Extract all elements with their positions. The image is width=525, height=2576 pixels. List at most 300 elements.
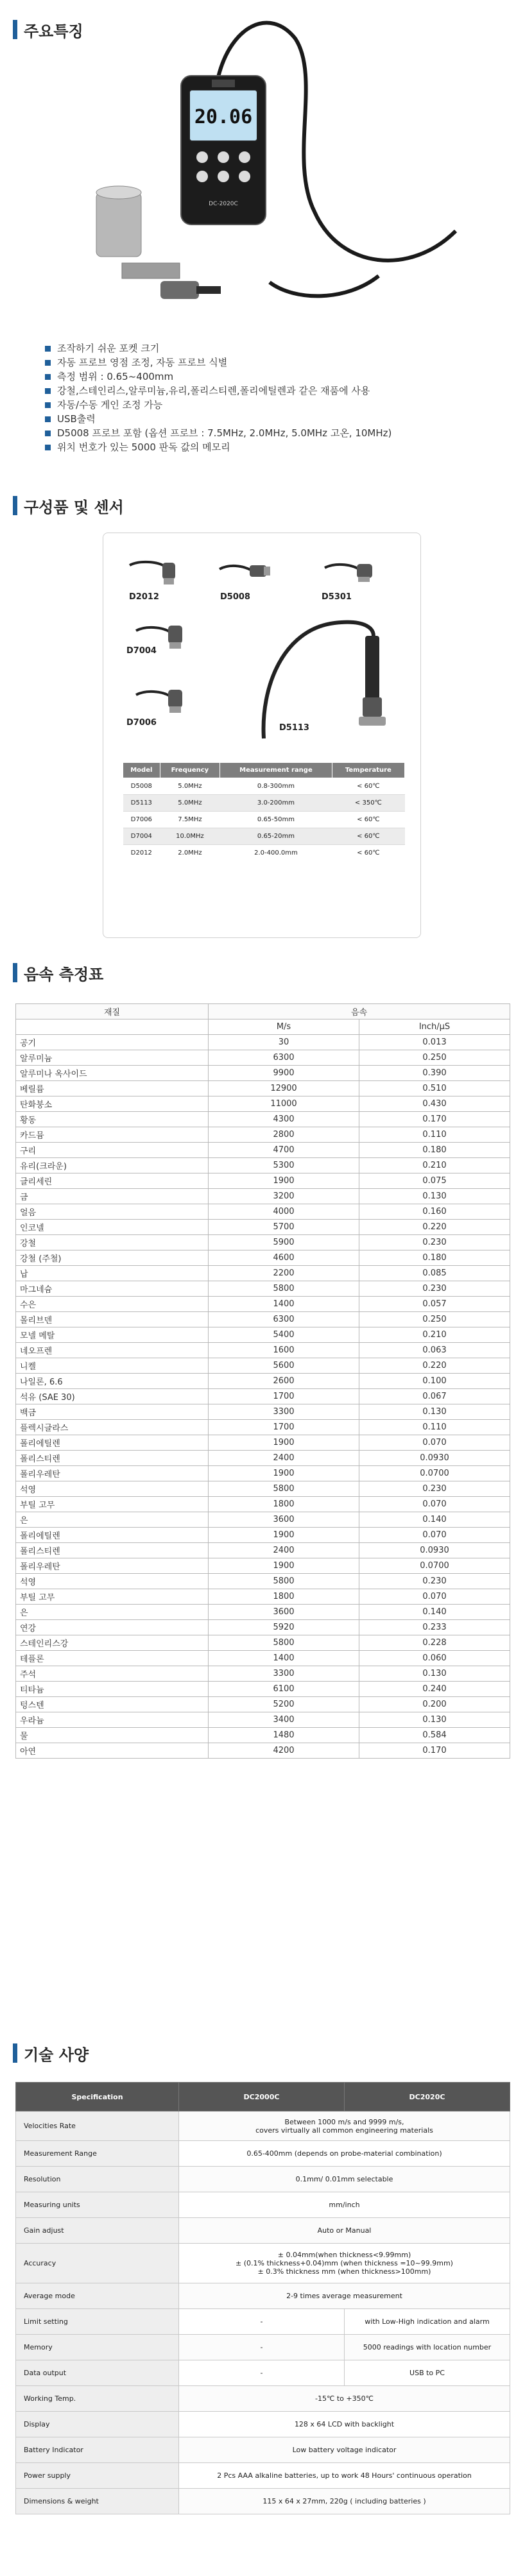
feature-item: 위치 번호가 있는 5000 판독 값의 메모리 [45, 440, 507, 454]
speed-inch-cell: 0.230 [359, 1281, 510, 1297]
speed-ms-cell: 5300 [209, 1158, 359, 1173]
column-header: 음속 [209, 1004, 510, 1019]
table-row [16, 1235, 510, 1250]
speed-ms-cell: 2800 [209, 1127, 359, 1143]
material-cell: 글리세린 [16, 1173, 209, 1189]
spec-value-cell: mm/inch [179, 2192, 510, 2218]
table-cell: < 60℃ [332, 828, 404, 845]
table-row [16, 1127, 510, 1143]
table-cell: < 350℃ [332, 795, 404, 812]
material-cell: 알루미늄 [16, 1050, 209, 1066]
table-row [16, 1697, 510, 1712]
speed-inch-cell: 0.170 [359, 1743, 510, 1759]
spec-label-cell: Measurement Range [16, 2141, 179, 2167]
column-header: DC2000C [179, 2083, 345, 2111]
column-header: Temperature [332, 763, 404, 778]
speed-ms-cell: 5800 [209, 1481, 359, 1497]
spec-label-cell: Battery Indicator [16, 2437, 179, 2463]
material-cell: 물 [16, 1728, 209, 1743]
speed-inch-cell: 0.085 [359, 1266, 510, 1281]
material-cell: 백금 [16, 1404, 209, 1420]
bullet-icon [45, 374, 51, 380]
table-row [16, 2360, 510, 2386]
speed-ms-cell: 1900 [209, 1466, 359, 1481]
spec-value-cell: - [179, 2309, 345, 2335]
table-row [16, 1435, 510, 1451]
material-cell: 네오프렌 [16, 1343, 209, 1358]
speed-inch-cell: 0.140 [359, 1512, 510, 1528]
column-header: DC2020C [345, 2083, 510, 2111]
speed-ms-cell: 2400 [209, 1543, 359, 1558]
speed-inch-cell: 0.230 [359, 1235, 510, 1250]
table-unit-row [16, 1019, 510, 1035]
table-row [123, 828, 405, 845]
speed-ms-cell: 12900 [209, 1081, 359, 1096]
speed-inch-cell: 0.233 [359, 1620, 510, 1635]
table-cell: 10.0MHz [160, 828, 220, 845]
speed-ms-cell: 1900 [209, 1528, 359, 1543]
material-cell: 몰리브덴 [16, 1312, 209, 1327]
feature-item: USB출력 [45, 412, 507, 426]
table-row [16, 1250, 510, 1266]
table-cell: 5.0MHz [160, 778, 220, 795]
speed-inch-cell: 0.240 [359, 1682, 510, 1697]
table-row [16, 2463, 510, 2489]
material-cell: 폴리스티렌 [16, 1543, 209, 1558]
table-row [16, 1451, 510, 1466]
spec-value-cell: Between 1000 m/s and 9999 m/s, covers virtually all common engineering materials [179, 2111, 510, 2141]
table-cell: 3.0-200mm [220, 795, 332, 812]
feature-item: 자동/수동 게인 조정 가능 [45, 398, 507, 412]
probe-spec-table [123, 762, 405, 861]
spec-label-cell: Working Temp. [16, 2386, 179, 2412]
speed-ms-cell: 1600 [209, 1343, 359, 1358]
spec-value-cell: 115 x 64 x 27mm, 220g ( including batteries ) [179, 2489, 510, 2514]
speed-ms-cell: 1480 [209, 1728, 359, 1743]
table-row [16, 1620, 510, 1635]
material-cell: 수은 [16, 1297, 209, 1312]
material-cell: 테플론 [16, 1651, 209, 1666]
table-row [16, 1312, 510, 1327]
speed-inch-cell: 0.390 [359, 1066, 510, 1081]
spec-label-cell: Limit setting [16, 2309, 179, 2335]
material-cell: 석유 (SAE 30) [16, 1389, 209, 1404]
spec-label-cell: Measuring units [16, 2192, 179, 2218]
section-title: 주요특징 [24, 22, 83, 40]
material-cell: 석영 [16, 1574, 209, 1589]
spec-value-cell: ± 0.04mm(when thickness<9.99mm) ± (0.1% thickness+0.04)mm (when thickness =10~99.9mm) ± 0.3% thickness mm (when thickness>100mm) [179, 2244, 510, 2283]
table-row [16, 1081, 510, 1096]
test-block-top [96, 186, 141, 199]
table-row [16, 2192, 510, 2218]
spec-label-cell: Memory [16, 2335, 179, 2360]
table-cell: < 60℃ [332, 778, 404, 795]
table-row [123, 795, 405, 812]
spec-value-cell: 0.1mm/ 0.01mm selectable [179, 2167, 510, 2192]
table-row [16, 1605, 510, 1620]
speed-ms-cell: 3600 [209, 1512, 359, 1528]
table-row [16, 1712, 510, 1728]
spec-value-cell: - [179, 2360, 345, 2386]
speed-ms-cell: 6300 [209, 1312, 359, 1327]
material-cell: 부틸 고무 [16, 1589, 209, 1605]
table-row [16, 2244, 510, 2283]
speed-ms-cell: 30 [209, 1035, 359, 1050]
device-button [239, 151, 250, 163]
material-cell: 구리 [16, 1143, 209, 1158]
probe-d7006-image [133, 681, 191, 719]
table-row [16, 1204, 510, 1220]
table-cell: 0.65-50mm [220, 812, 332, 828]
speed-ms-cell: 9900 [209, 1066, 359, 1081]
thickness-gauge-image [77, 0, 488, 334]
speed-inch-cell: 0.070 [359, 1528, 510, 1543]
table-row [16, 2141, 510, 2167]
table-header-row [123, 763, 405, 778]
feature-item: 자동 프로브 영점 조정, 자동 프로브 식별 [45, 355, 507, 370]
spec-label-cell: Resolution [16, 2167, 179, 2192]
spec-label-cell: Data output [16, 2360, 179, 2386]
speed-ms-cell: 3400 [209, 1712, 359, 1728]
table-row [16, 1635, 510, 1651]
speed-ms-cell: 3300 [209, 1666, 359, 1682]
material-cell: 강철 [16, 1235, 209, 1250]
spec-label-cell: Accuracy [16, 2244, 179, 2283]
feature-list [45, 341, 507, 454]
speed-inch-cell: 0.130 [359, 1404, 510, 1420]
spec-value-cell: 0.65-400mm (depends on probe-material combination) [179, 2141, 510, 2167]
speed-inch-cell: 0.210 [359, 1327, 510, 1343]
table-cell: 5.0MHz [160, 795, 220, 812]
test-block-cylinder [96, 192, 141, 257]
bullet-icon [45, 431, 51, 436]
speed-inch-cell: 0.228 [359, 1635, 510, 1651]
bullet-icon [45, 360, 51, 366]
bullet-icon [45, 346, 51, 352]
material-cell: 얼음 [16, 1204, 209, 1220]
probe-label: D5008 [220, 592, 250, 602]
speed-inch-cell: 0.070 [359, 1589, 510, 1605]
speed-ms-cell: 6300 [209, 1050, 359, 1066]
table-row [16, 1574, 510, 1589]
table-row [16, 1682, 510, 1697]
speed-ms-cell: 3200 [209, 1189, 359, 1204]
speed-inch-cell: 0.200 [359, 1697, 510, 1712]
speed-ms-cell: 5800 [209, 1635, 359, 1651]
bullet-icon [45, 402, 51, 408]
column-header: Model [123, 763, 160, 778]
speed-inch-cell: 0.0930 [359, 1543, 510, 1558]
column-header: Specification [16, 2083, 179, 2111]
probe-label: D5113 [279, 723, 309, 733]
material-cell: 폴리에틸렌 [16, 1528, 209, 1543]
table-row [16, 1543, 510, 1558]
probe-label: D7006 [126, 718, 157, 728]
probe-d5301-image [322, 552, 379, 591]
speed-inch-cell: 0.063 [359, 1343, 510, 1358]
probe-label: D2012 [129, 592, 159, 602]
section-header-specs [13, 2040, 89, 2066]
table-row [16, 1420, 510, 1435]
probe-d5008-image [216, 552, 274, 591]
speed-inch-cell: 0.057 [359, 1297, 510, 1312]
speed-inch-cell: 0.0700 [359, 1558, 510, 1574]
material-cell: 텅스텐 [16, 1697, 209, 1712]
table-row [16, 1466, 510, 1481]
unit-cell: Inch/μS [359, 1019, 510, 1035]
technical-spec-table [15, 2082, 510, 2514]
spec-label-cell: Average mode [16, 2283, 179, 2309]
table-row [123, 778, 405, 795]
table-row [16, 2167, 510, 2192]
spec-value-cell: Low battery voltage indicator [179, 2437, 510, 2463]
speed-ms-cell: 1400 [209, 1297, 359, 1312]
spec-label-cell: Gain adjust [16, 2218, 179, 2244]
table-row [16, 1066, 510, 1081]
speed-inch-cell: 0.170 [359, 1112, 510, 1127]
speed-inch-cell: 0.067 [359, 1389, 510, 1404]
material-cell: 폴리스티렌 [16, 1451, 209, 1466]
material-cell: 카드뮴 [16, 1127, 209, 1143]
speed-inch-cell: 0.430 [359, 1096, 510, 1112]
speed-ms-cell: 4000 [209, 1204, 359, 1220]
material-cell: 연강 [16, 1620, 209, 1635]
table-row [16, 1281, 510, 1297]
table-row [16, 1343, 510, 1358]
probe-components-panel [103, 533, 421, 938]
column-header: 재질 [16, 1004, 209, 1019]
material-cell: 폴리우레탄 [16, 1466, 209, 1481]
material-cell: 주석 [16, 1666, 209, 1682]
speed-ms-cell: 5400 [209, 1327, 359, 1343]
feature-item: 조작하기 쉬운 포켓 크기 [45, 341, 507, 355]
table-cell: 0.8-300mm [220, 778, 332, 795]
table-row [16, 2437, 510, 2463]
table-cell: 0.65-20mm [220, 828, 332, 845]
feature-item: 측정 범위 : 0.65~400mm [45, 370, 507, 384]
section-header-features [13, 17, 83, 42]
section-title: 구성품 및 센서 [24, 498, 124, 516]
speed-inch-cell: 0.013 [359, 1035, 510, 1050]
material-cell: 탄화붕소 [16, 1096, 209, 1112]
table-row [123, 812, 405, 828]
speed-inch-cell: 0.584 [359, 1728, 510, 1743]
speed-ms-cell: 6100 [209, 1682, 359, 1697]
table-row [16, 1173, 510, 1189]
speed-inch-cell: 0.230 [359, 1481, 510, 1497]
speed-ms-cell: 5200 [209, 1697, 359, 1712]
section-title: 기술 사양 [24, 2045, 89, 2064]
material-cell: 은 [16, 1512, 209, 1528]
material-cell: 인코넬 [16, 1220, 209, 1235]
speed-inch-cell: 0.220 [359, 1358, 510, 1374]
speed-inch-cell: 0.510 [359, 1081, 510, 1096]
table-row [16, 1743, 510, 1759]
section-header-components [13, 493, 124, 518]
table-row [16, 1266, 510, 1281]
speed-ms-cell: 4600 [209, 1250, 359, 1266]
probe-handle [196, 286, 221, 294]
material-cell: 황동 [16, 1112, 209, 1127]
speed-ms-cell: 5900 [209, 1235, 359, 1250]
table-row [16, 1297, 510, 1312]
table-row [16, 1158, 510, 1173]
speed-inch-cell: 0.100 [359, 1374, 510, 1389]
spec-value-cell: 128 x 64 LCD with backlight [179, 2412, 510, 2437]
column-header: Measurement range [220, 763, 332, 778]
screen-reading: 20.06 [194, 106, 253, 128]
speed-inch-cell: 0.220 [359, 1220, 510, 1235]
material-cell: 강철 (주철) [16, 1250, 209, 1266]
spec-value-cell: - [179, 2335, 345, 2360]
speed-inch-cell: 0.110 [359, 1420, 510, 1435]
probe-cable-loop [270, 276, 379, 296]
speed-ms-cell: 1900 [209, 1173, 359, 1189]
device-button [196, 171, 208, 182]
table-header-row [16, 2083, 510, 2111]
speed-ms-cell: 5800 [209, 1281, 359, 1297]
table-row [16, 2309, 510, 2335]
table-cell: 7.5MHz [160, 812, 220, 828]
feature-item: 강철,스테인리스,알루미늄,유리,폴리스티렌,폴리에틸렌과 같은 재품에 사용 [45, 384, 507, 398]
table-row [16, 1112, 510, 1127]
probe-label: D7004 [126, 646, 157, 656]
speed-inch-cell: 0.110 [359, 1127, 510, 1143]
table-row [123, 845, 405, 862]
speed-ms-cell: 2200 [209, 1266, 359, 1281]
spec-value-cell: with Low-High indication and alarm [345, 2309, 510, 2335]
table-row [16, 1404, 510, 1420]
speed-ms-cell: 5800 [209, 1574, 359, 1589]
speed-ms-cell: 11000 [209, 1096, 359, 1112]
table-row [16, 1666, 510, 1682]
material-cell: 마그네슘 [16, 1281, 209, 1297]
material-cell: 부틸 고무 [16, 1497, 209, 1512]
bullet-icon [45, 445, 51, 450]
model-plate: DC-2020C [209, 201, 238, 207]
speed-ms-cell: 1900 [209, 1558, 359, 1574]
speed-ms-cell: 1800 [209, 1497, 359, 1512]
table-row [16, 1589, 510, 1605]
speed-ms-cell: 5600 [209, 1358, 359, 1374]
probe-d5113-image [257, 610, 386, 745]
section-marker [13, 496, 17, 515]
material-cell: 스테인리스강 [16, 1635, 209, 1651]
material-cell: 은 [16, 1605, 209, 1620]
speed-inch-cell: 0.130 [359, 1712, 510, 1728]
spec-value-cell: 2-9 times average measurement [179, 2283, 510, 2309]
table-row [16, 1374, 510, 1389]
table-row [16, 1035, 510, 1050]
speed-ms-cell: 1800 [209, 1589, 359, 1605]
sound-speed-table [15, 1003, 510, 1759]
table-row [16, 1143, 510, 1158]
probe-d2012-image [126, 552, 184, 591]
spec-value-cell: USB to PC [345, 2360, 510, 2386]
material-cell: 공기 [16, 1035, 209, 1050]
speed-ms-cell: 5700 [209, 1220, 359, 1235]
device-button [196, 151, 208, 163]
table-row [16, 1327, 510, 1343]
table-row [16, 1220, 510, 1235]
speed-inch-cell: 0.070 [359, 1435, 510, 1451]
material-cell: 유리(크라운) [16, 1158, 209, 1173]
speed-inch-cell: 0.250 [359, 1050, 510, 1066]
table-row [16, 1358, 510, 1374]
spec-value-cell: Auto or Manual [179, 2218, 510, 2244]
table-row [16, 1050, 510, 1066]
speed-ms-cell: 1400 [209, 1651, 359, 1666]
speed-inch-cell: 0.140 [359, 1605, 510, 1620]
probe-head [160, 281, 199, 299]
spec-label-cell: Display [16, 2412, 179, 2437]
material-cell: 납 [16, 1266, 209, 1281]
speed-inch-cell: 0.250 [359, 1312, 510, 1327]
section-marker [13, 20, 17, 39]
material-cell: 아연 [16, 1743, 209, 1759]
table-cell: D7006 [123, 812, 160, 828]
speed-ms-cell: 3300 [209, 1404, 359, 1420]
section-header-sound-speed [13, 960, 103, 985]
speed-ms-cell: 3600 [209, 1605, 359, 1620]
material-cell: 석영 [16, 1481, 209, 1497]
speed-inch-cell: 0.160 [359, 1204, 510, 1220]
bullet-icon [45, 388, 51, 394]
table-row [16, 1512, 510, 1528]
spec-label-cell: Dimensions & weight [16, 2489, 179, 2514]
speed-inch-cell: 0.180 [359, 1143, 510, 1158]
table-row [16, 1497, 510, 1512]
device-button [239, 171, 250, 182]
section-marker [13, 963, 17, 982]
spec-value-cell: 2 Pcs AAA alkaline batteries, up to work 48 Hours' continuous operation [179, 2463, 510, 2489]
material-cell: 티타늄 [16, 1682, 209, 1697]
material-cell: 플렉시글라스 [16, 1420, 209, 1435]
speed-inch-cell: 0.060 [359, 1651, 510, 1666]
speed-inch-cell: 0.130 [359, 1666, 510, 1682]
speed-inch-cell: 0.0930 [359, 1451, 510, 1466]
speed-ms-cell: 4300 [209, 1112, 359, 1127]
table-row [16, 2489, 510, 2514]
speed-inch-cell: 0.130 [359, 1189, 510, 1204]
feature-item: D5008 프로브 포함 (옵션 프로브 : 7.5MHz, 2.0MHz, 5.0MHz 고온, 10MHz) [45, 426, 507, 440]
unit-cell: M/s [209, 1019, 359, 1035]
speed-inch-cell: 0.180 [359, 1250, 510, 1266]
device-button [218, 171, 229, 182]
table-cell: D5008 [123, 778, 160, 795]
table-row [16, 1096, 510, 1112]
speed-inch-cell: 0.210 [359, 1158, 510, 1173]
bullet-icon [45, 416, 51, 422]
table-cell: D2012 [123, 845, 160, 862]
table-cell: D7004 [123, 828, 160, 845]
column-header: Frequency [160, 763, 220, 778]
speed-ms-cell: 4700 [209, 1143, 359, 1158]
table-row [16, 2218, 510, 2244]
table-row [16, 1651, 510, 1666]
spec-value-cell: 5000 readings with location number [345, 2335, 510, 2360]
material-cell: 니켈 [16, 1358, 209, 1374]
table-row [16, 1189, 510, 1204]
material-cell: 나일론, 6.6 [16, 1374, 209, 1389]
section-marker [13, 2043, 17, 2063]
speed-inch-cell: 0.070 [359, 1497, 510, 1512]
table-cell: 2.0MHz [160, 845, 220, 862]
device-connector [212, 80, 235, 87]
table-cell: < 60℃ [332, 845, 404, 862]
table-row [16, 1389, 510, 1404]
table-cell: D5113 [123, 795, 160, 812]
